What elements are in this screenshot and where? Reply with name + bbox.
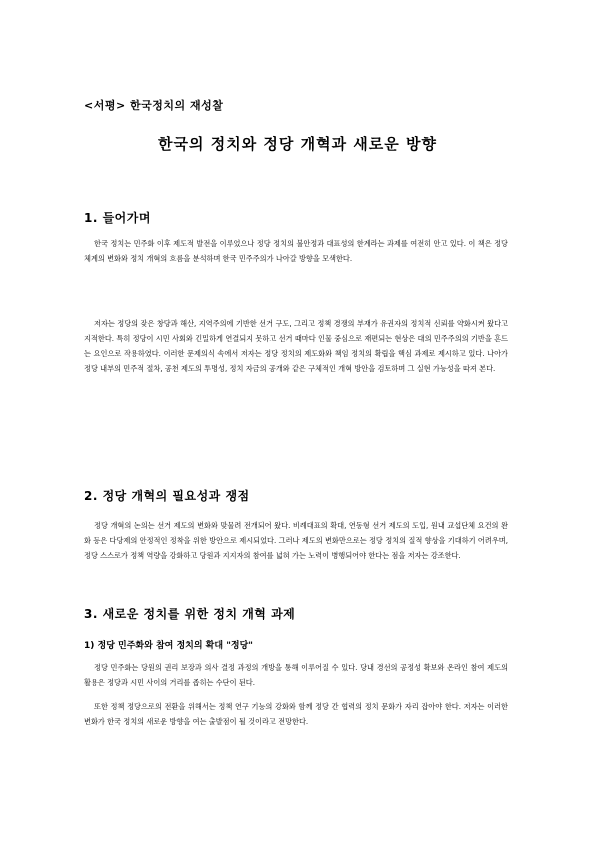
section-1-paragraph-2: 저자는 정당의 잦은 창당과 해산, 지역주의에 기반한 선거 구도, 그리고 정책 경쟁의 부재가 유권자의 정치적 신뢰를 약화시켜 왔다고 지적한다. 특히 정당이 시민 사회와 긴밀하게 연결되지 못하고 선거 때마다 인물 중심으로 재편되는 현상은 대의 민주주의의 기반을 흔드는 요인으로 작용하였다. 이러한 문제의식 속에서 저자는 정당 정치의 제도화와 책임 정치의 확립을 핵심 과제로 제시하고 있다. 나아가 정당 내부의 민주적 절차, 공천 제도의 투명성, 정치 자금의 공개와 같은 구체적인 개혁 방안을 검토하며 그 실현 가능성을 따져 본다. [84,319,508,373]
section-3-paragraph-1: 정당 민주화는 당원의 권리 보장과 의사 결정 과정의 개방을 통해 이루어질 수 있다. 당내 경선의 공정성 확보와 온라인 참여 제도의 활용은 정당과 시민 사이의 거리를 좁히는 수단이 된다. [84,663,508,687]
document-title: 한국의 정치와 정당 개혁과 새로운 방향 [158,135,437,153]
section-3-heading: 3. 새로운 정치를 위한 정치 개혁 과제 [84,607,296,621]
section-1-heading: 1. 들어가며 [84,211,151,225]
section-2-paragraph-1: 정당 개혁의 논의는 선거 제도의 변화와 맞물려 전개되어 왔다. 비례대표의 확대, 연동형 선거 제도의 도입, 원내 교섭단체 요건의 완화 등은 다당제의 안정적인 정착을 위한 방안으로 제시되었다. 그러나 제도의 변화만으로는 정당 정치의 질적 향상을 기대하기 어려우며, 정당 스스로가 정책 역량을 강화하고 당원과 지지자의 참여를 넓혀 가는 노력이 병행되어야 한다는 점을 저자는 강조한다. [84,521,508,560]
section-3-paragraph-2: 또한 정책 정당으로의 전환을 위해서는 정책 연구 기능의 강화와 함께 정당 간 협력의 정치 문화가 자리 잡아야 한다. 저자는 이러한 변화가 한국 정치의 새로운 방향을 여는 출발점이 될 것이라고 전망한다. [84,702,508,726]
section-3-subheading: 1) 정당 민주화와 참여 정치의 확대 "정당" [84,641,253,651]
document-supertitle: <서평> 한국정치의 재성찰 [84,99,224,112]
section-1-paragraph-1: 한국 정치는 민주화 이후 제도적 발전을 이루었으나 정당 정치의 불안정과 대표성의 한계라는 과제를 여전히 안고 있다. 이 책은 정당 체계의 변화와 정치 개혁의 흐름을 분석하며 한국 민주주의가 나아갈 방향을 모색한다. [84,239,508,263]
section-2-heading: 2. 정당 개혁의 필요성과 쟁점 [84,489,250,503]
